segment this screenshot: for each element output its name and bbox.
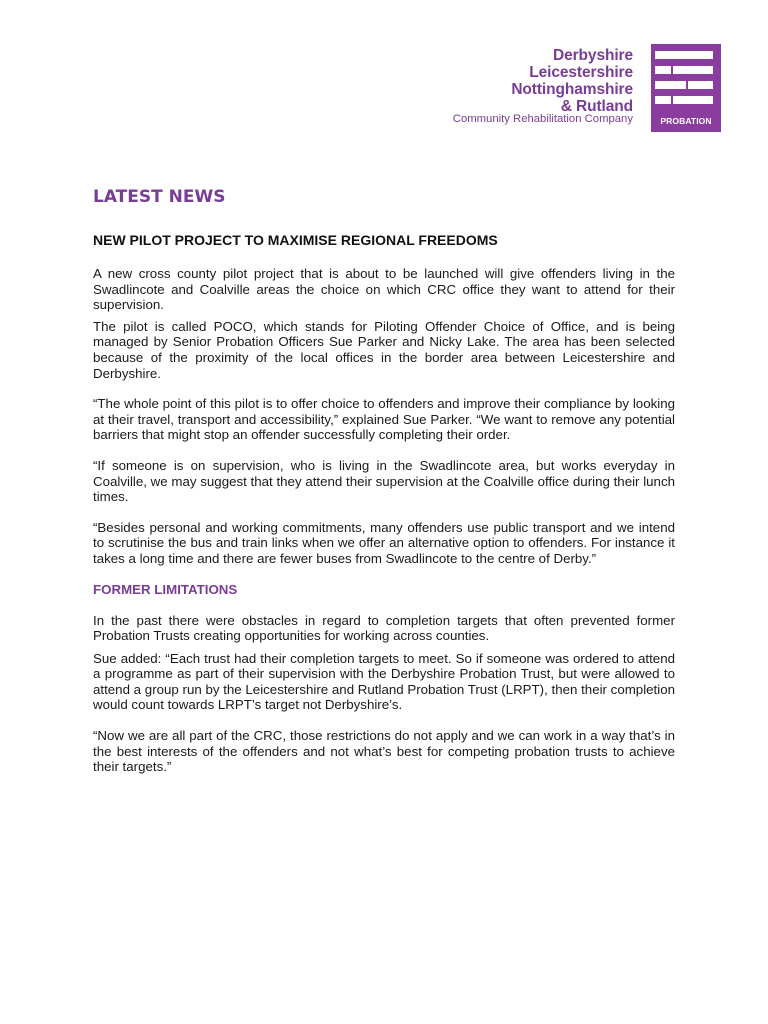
article-paragraph-3: “The whole point of this pilot is to offer choice to offenders and improve their compliance by looking at their travel, transport and accessibility,” explained Sue Parker. “We want to remove any potential barriers that might stop an offender successfully completing their order. [93, 396, 675, 443]
organisation-name [511, 47, 633, 115]
article-paragraph-5: “Besides personal and working commitments, many offenders use public transport and we intend to scrutinise the bus and train links when we offer an alternative option to offenders. For instance it takes a long time and there are fewer buses from Swadlincote to the centre of Derby.” [93, 519, 675, 566]
article-paragraph-8: “Now we are all part of the CRC, those restrictions do not apply and we can work in a way that’s in the best interests of the offenders and not what’s best for competing probation trusts to achieve their targets.” [93, 728, 675, 775]
article [93, 186, 675, 775]
article-paragraph-7: Sue added: “Each trust had their completion targets to meet. So if someone was ordered to attend a programme as part of their supervision with the Derbyshire Probation Trust, but were allowed to attend a group run by the Leicestershire and Rutland Probation Trust (LRPT), then their completion would count towards LRPT’s target not Derbyshire’s. [93, 650, 675, 713]
article-paragraph-6: In the past there were obstacles in regard to completion targets that often prevented former Probation Trusts creating opportunities for working across counties. [93, 612, 675, 644]
probation-label: PROBATION [660, 116, 712, 126]
article-headline: NEW PILOT PROJECT TO MAXIMISE REGIONAL FREEDOMS [93, 232, 498, 248]
sub-heading-former-limitations: FORMER LIMITATIONS [93, 581, 238, 597]
striped-flag-icon [651, 44, 721, 114]
org-name-line-1: Derbyshire [553, 47, 633, 64]
org-name-line-2: Leicestershire [529, 64, 633, 81]
article-paragraph-1: A new cross county pilot project that is about to be launched will give offenders living in the Swadlincote and Coalville areas the choice on which CRC office they want to attend for their supervision. [93, 266, 675, 313]
article-paragraph-4: “If someone is on supervision, who is living in the Swadlincote area, but works everyday in Coalville, we may suggest that they attend their supervision at the Coalville office during their lunch times. [93, 457, 675, 505]
organisation-logo [449, 44, 721, 132]
organisation-subtitle: Community Rehabilitation Company [452, 113, 633, 125]
section-title: LATEST NEWS [93, 187, 226, 207]
org-name-line-3: Nottinghamshire [511, 81, 633, 98]
article-paragraph-2: The pilot is called POCO, which stands for Piloting Offender Choice of Office, and is being managed by Senior Probation Officers Sue Parker and Nicky Lake. The area has been selected because of the proximity of the local offices in the border area between Leicestershire and Derbyshire. [93, 318, 675, 381]
org-name-line-4: & Rutland [560, 98, 633, 115]
probation-logo-mark [651, 44, 721, 132]
